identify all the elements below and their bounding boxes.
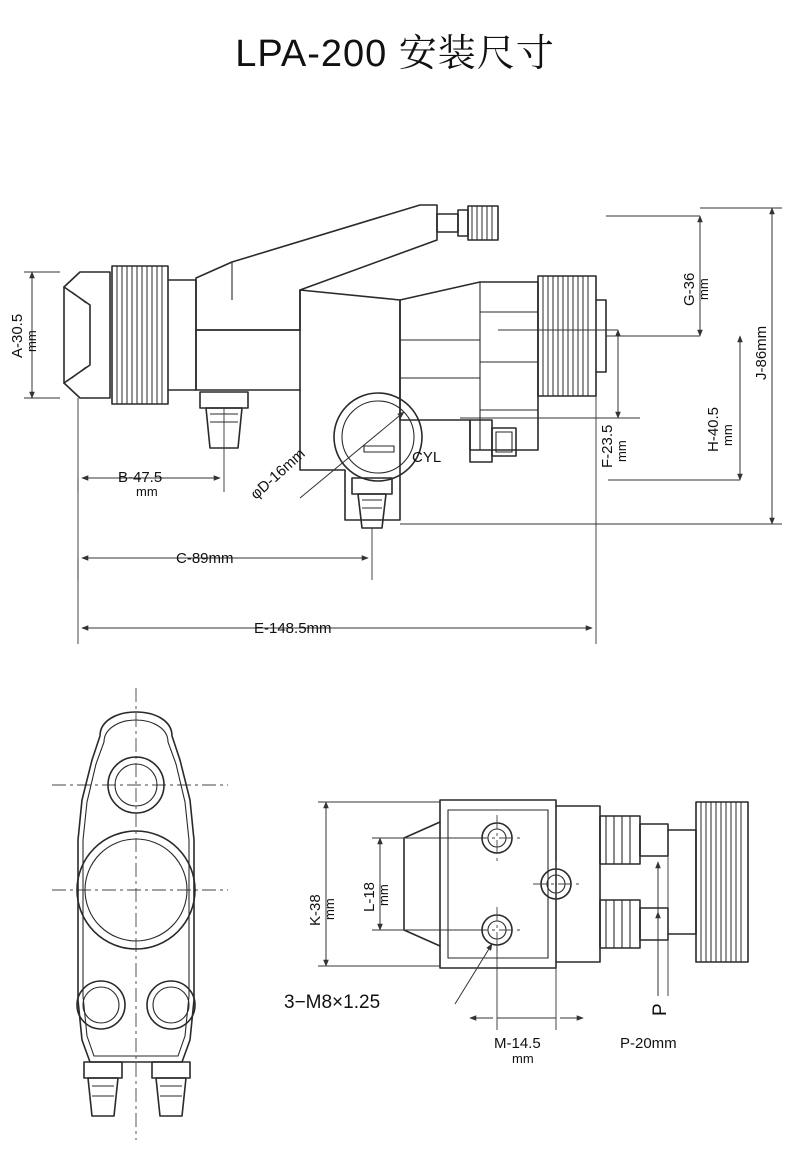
dimension-E (78, 396, 596, 644)
dimension-B (78, 398, 224, 499)
svg-text:P-20mm: P-20mm (620, 1035, 677, 1052)
svg-text:F-23.5: F-23.5 (599, 424, 616, 468)
svg-text:mm: mm (614, 440, 629, 462)
svg-text:B-47.5: B-47.5 (118, 469, 163, 486)
svg-text:E-148.5mm: E-148.5mm (254, 620, 332, 637)
page-title: LPA-200 安装尺寸 (235, 33, 555, 75)
svg-text:mm: mm (376, 884, 391, 906)
label-p: P (650, 1003, 671, 1016)
svg-text:A-30.5: A-30.5 (9, 313, 26, 358)
dimension-H (705, 336, 740, 480)
dimension-G (681, 216, 711, 336)
dimension-C (78, 478, 372, 580)
front-elevation-view (52, 688, 228, 1140)
dimension-D (247, 412, 404, 503)
svg-text:mm: mm (696, 278, 711, 300)
dimension-F (599, 330, 629, 468)
label-cyl: CYL (412, 449, 442, 466)
svg-text:J-86mm: J-86mm (753, 325, 770, 380)
dimension-M (470, 1018, 583, 1066)
svg-text:φD-16mm: φD-16mm (247, 445, 309, 503)
svg-text:M-14.5: M-14.5 (494, 1035, 541, 1052)
svg-text:C-89mm: C-89mm (176, 550, 234, 567)
svg-text:mm: mm (322, 898, 337, 920)
dimension-J (700, 208, 782, 524)
svg-text:mm: mm (24, 330, 39, 352)
side-elevation-view (9, 205, 782, 644)
thread-callout (284, 944, 492, 1013)
top-plan-view (284, 800, 748, 1066)
svg-text:mm: mm (136, 484, 158, 499)
dimension-A (9, 272, 60, 398)
dimension-K (307, 802, 337, 966)
svg-text:mm: mm (512, 1051, 534, 1066)
svg-text:G-36: G-36 (681, 272, 698, 306)
svg-text:L-18: L-18 (361, 881, 378, 912)
svg-text:H-40.5: H-40.5 (705, 406, 722, 452)
dimension-L (361, 838, 391, 930)
thread-note: 3−M8×1.25 (284, 992, 381, 1013)
svg-text:K-38: K-38 (307, 894, 324, 926)
svg-text:mm: mm (720, 424, 735, 446)
